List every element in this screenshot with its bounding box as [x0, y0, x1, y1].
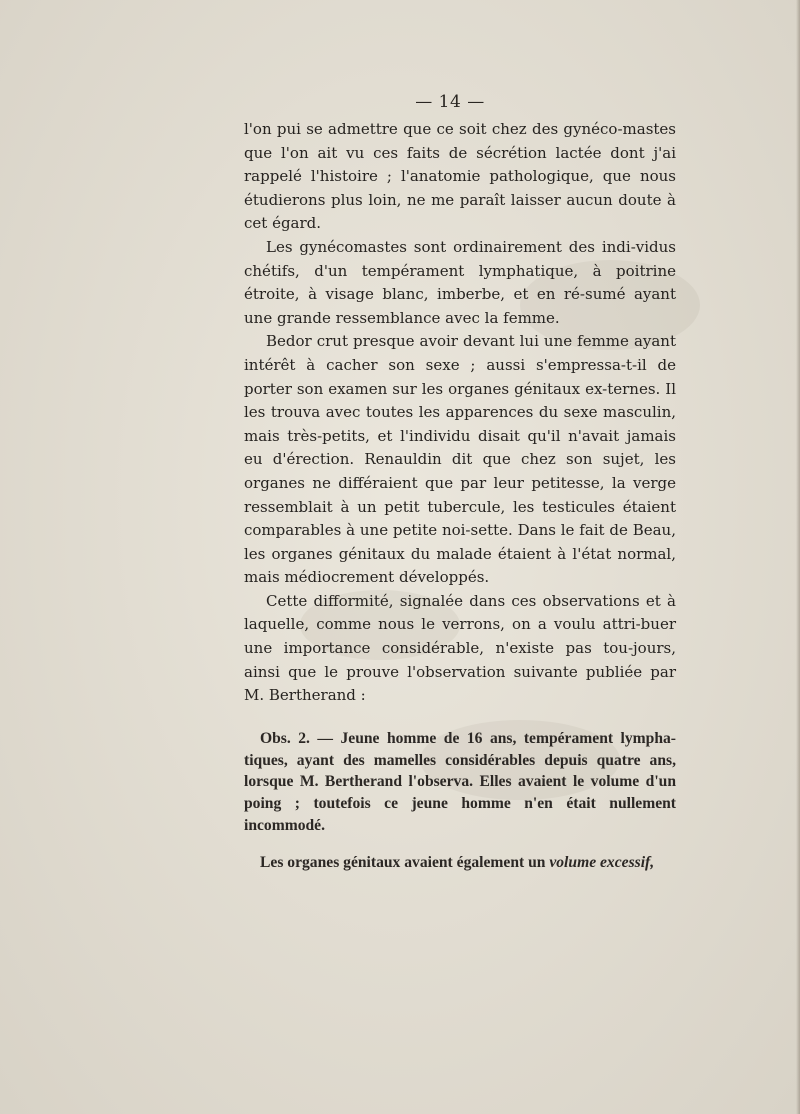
page-edge-shadow: [796, 0, 800, 1114]
observation-continuation: [244, 852, 676, 874]
paragraph-3: Bedor crut presque avoir devant lui une femme ayant intérêt à cacher son sexe ; aussi s'empressa-t-il de porter son examen sur les organes génitaux ex-ternes. Il les trouva avec toutes les apparences du sexe masculin, mais très-petits, et l'individu disait qu'il n'avait jamais eu d'érection. Renauldin dit que chez son sujet, les organes ne différaient que par leur petitesse, la verge ressemblait à un petit tubercule, les testicules étaient comparables à une petite noi-sette. Dans le fait de Beau, les organes génitaux du malade étaient à l'état normal, mais médiocrement développés.: [244, 332, 676, 587]
paragraph-1: l'on pui se admettre que ce soit chez des gynéco-mastes que l'on ait vu ces faits de sécrétion lactée dont j'ai rappelé l'histoire ; l'anatomie pathologique, que nous étudierons plus loin, ne me paraît laisser aucun doute à cet égard.: [244, 120, 676, 233]
observation-text: Obs. 2. — Jeune homme de 16 ans, tempérament lympha-tiques, ayant des mamelles considérables depuis quatre ans, lorsque M. Bertherand l'observa. Elles avaient le volume d'un poing ; toutefois ce jeune homme n'en était nullement incommodé.: [244, 729, 676, 835]
page-number: — 14 —: [415, 92, 485, 112]
body-text: [244, 118, 676, 874]
paragraph-4: Cette difformité, signalée dans ces observations et à laquelle, comme nous le verrons, on a voulu attri-buer une importance considérable, n'existe pas tou-jours, ainsi que le prouve l'observation suivante publiée par M. Bertherand :: [244, 591, 676, 705]
observation-continuation-italic: volume excessif,: [549, 854, 655, 872]
observation-continuation-text: Les organes génitaux avaient également un: [260, 854, 550, 872]
paragraph-2: Les gynécomastes sont ordinairement des indi-vidus chétifs, d'un tempérament lymphatique, à poitrine étroite, à visage blanc, imberbe, et en ré-sumé ayant une grande ressemblance avec la femme.: [244, 237, 676, 327]
